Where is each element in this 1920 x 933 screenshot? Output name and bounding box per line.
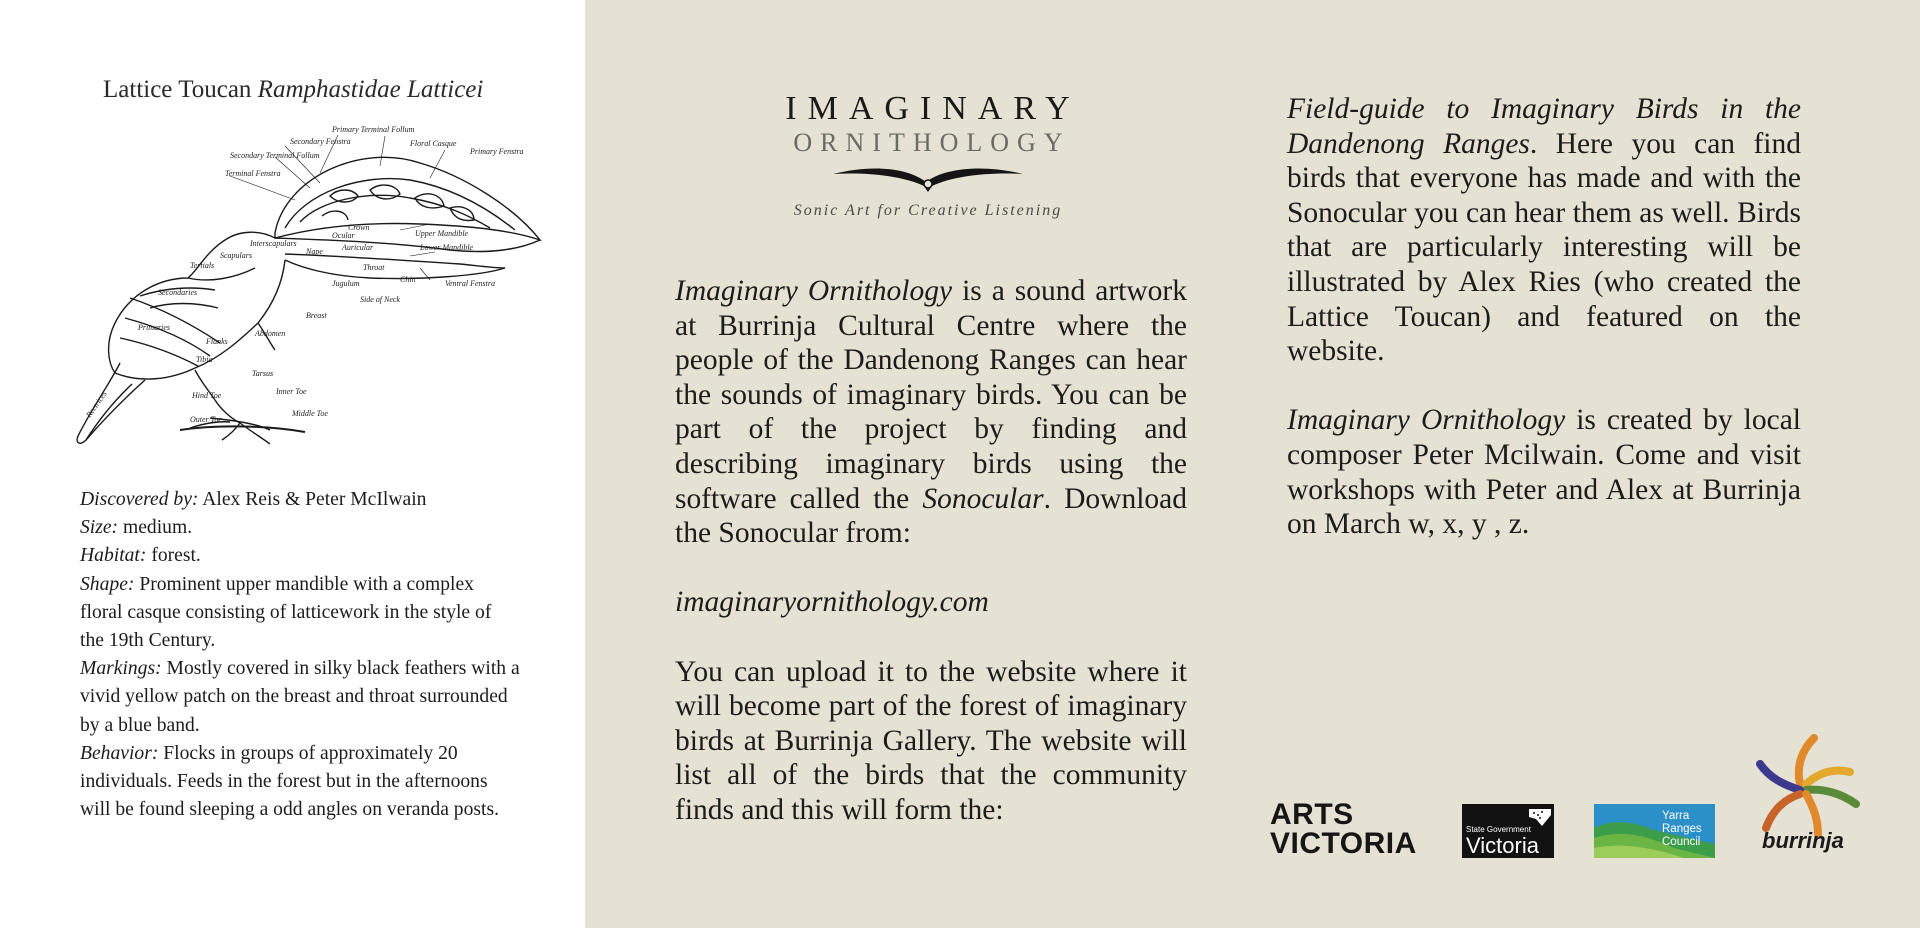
label-middle-toe: Middle Toe [292, 409, 328, 418]
victoria-government-logo: State Government Victoria [1462, 804, 1554, 858]
label-ventral-fenstra: Ventral Fenstra [445, 279, 495, 288]
label-lower-mandible: Lower Mandible [420, 243, 474, 252]
bird-lower-mandible [285, 254, 505, 279]
label-outer-toe: Outer Toe [190, 415, 222, 424]
field-guide-paragraph: Field-guide to Imaginary Birds in the Dandenong Ranges. Here you can find birds that everyone has made and with the Sonocular you can hear them as well. Birds that are particularly interesting will be illustrated by Alex Ries (who created the Lattice Toucan) and featured on the website. [1287, 93, 1801, 368]
bird-facts [80, 486, 520, 824]
label-hind-toe: Hind Toe [192, 391, 222, 400]
fact-habitat: Habitat: forest. [80, 545, 201, 567]
label-throat: Throat [363, 263, 385, 272]
logo-title-line2: ORNITHOLOGY [793, 128, 1071, 157]
label-interscapulars: Interscapulars [250, 239, 297, 248]
fact-size: Size: medium. [80, 517, 193, 539]
label-auricular: Auricular [342, 243, 374, 252]
field-guide-column [1287, 92, 1801, 542]
bird-info-panel [0, 0, 585, 933]
fact-behavior: Behavior: Flocks in groups of approximately 20 individuals. Feeds in the forest but in the afternoons will be found sleeping a odd angles on veranda posts. [80, 742, 499, 821]
logo-tagline: Sonic Art for Creative Listening [793, 202, 1063, 219]
fact-shape: Shape: Prominent upper mandible with a complex floral casque consisting of latticework in the style of the 19th Century. [80, 573, 492, 652]
label-jugulum: Jugulum [332, 279, 360, 288]
burrinja-wordmark: burrinja [1762, 828, 1844, 853]
lattice-toucan-illustration [70, 118, 550, 448]
yarra-ranges-council-logo: Yarra Ranges Council [1594, 804, 1715, 858]
label-side-of-neck: Side of Neck [360, 295, 400, 304]
label-secondary-fenstra: Secondary Fenstra [290, 137, 351, 146]
label-tarsus: Tarsus [252, 369, 274, 378]
label-ocular: Ocular [332, 231, 355, 240]
label-secondaries: Secondaries [158, 288, 198, 297]
arts-victoria-logo: ARTS VICTORIA [1270, 798, 1417, 860]
label-scapulars: Scapulars [220, 251, 252, 260]
label-nape: Nape [306, 247, 323, 256]
fact-markings: Markings: Mostly covered in silky black feathers with a vivid yellow patch on the breast and throat surrounded by a blue band. [80, 658, 520, 736]
label-rectrices: Rectrices [84, 389, 109, 420]
label-crown: Crown [348, 223, 370, 232]
label-secondary-terminal-follum: Secondary Terminal Follum [230, 151, 320, 160]
label-primary-terminal-follum: Primary Terminal Follum [332, 125, 415, 134]
bird-wing-icon [828, 162, 1028, 196]
label-breast: Breast [306, 311, 327, 320]
composer-paragraph: Imaginary Ornithology is created by local composer Peter Mcilwain. Come and visit workshops with Peter and Alex at Burrinja on March w, x, y , z. [1287, 404, 1801, 541]
intro-paragraph: Imaginary Ornithology is a sound artwork at Burrinja Cultural Centre where the people of the Dandenong Ranges can hear the sounds of imaginary birds. You can be part of the project by finding and describing imaginary birds using the software called the Sonocular. Download the Sonocular from: [675, 275, 1187, 550]
upload-paragraph: You can upload it to the website where it will become part of the forest of imaginary birds at Burrinja Gallery. The website will list all of the birds that the community finds and this will form the: [675, 655, 1187, 826]
victoria-map-icon [1528, 807, 1552, 827]
label-floral-casque: Floral Casque [410, 139, 457, 148]
bird-title [103, 76, 483, 104]
bird-common-name: Lattice Toucan [103, 76, 252, 103]
label-primaries: Primaries [138, 323, 170, 332]
intro-column [675, 274, 1187, 828]
label-flanks: Flanks [206, 337, 228, 346]
label-abdomen: Abdomen [255, 329, 286, 338]
imaginary-ornithology-logo [763, 90, 1093, 220]
label-tertials: Tertials [190, 261, 215, 270]
logo-title-line1: IMAGINARY [785, 90, 1081, 127]
label-primary-fenstra: Primary Fenstra [470, 147, 524, 156]
burrinja-star-icon [1760, 738, 1856, 834]
website-url[interactable]: imaginaryornithology.com [675, 586, 989, 619]
bird-tail [77, 363, 145, 443]
label-tibia: Tibia [196, 355, 213, 364]
label-terminal-fenstra: Terminal Fenstra [225, 169, 281, 178]
label-upper-mandible: Upper Mandible [415, 229, 469, 238]
bird-latin-name: Ramphastidae Latticei [257, 76, 484, 103]
fact-discovered: Discovered by: Alex Reis & Peter McIlwain [80, 489, 427, 510]
label-chin: Chin [400, 275, 416, 284]
label-inner-toe: Inner Toe [276, 387, 307, 396]
